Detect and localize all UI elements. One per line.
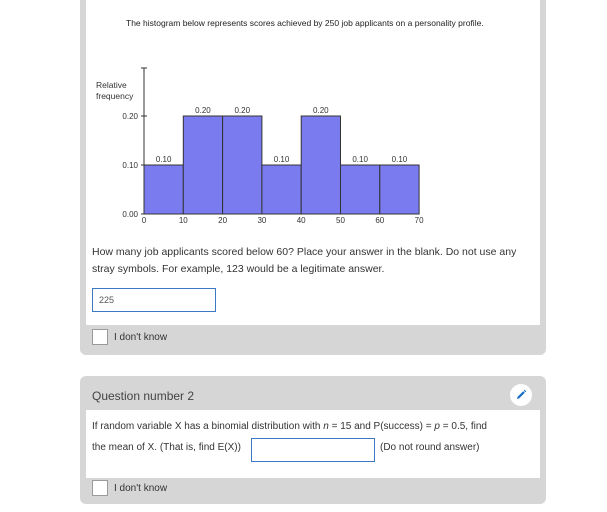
dont-know-checkbox-1[interactable] <box>92 329 108 345</box>
histogram-bar-1 <box>183 116 222 214</box>
question-2-text-part3: = 0.5, find <box>439 421 487 432</box>
question-2-text-part1: If random variable X has a binomial distribution with <box>92 421 324 432</box>
bar-value-label-6: 0.10 <box>391 155 408 164</box>
x-tick-label-6: 60 <box>375 216 385 225</box>
bar-value-label-3: 0.10 <box>273 155 290 164</box>
histogram-bar-6 <box>380 165 419 214</box>
question-1-line2: stray symbols. For example, 123 would be a legitimate answer. <box>92 263 385 275</box>
dont-know-checkbox-2[interactable] <box>92 480 108 496</box>
histogram-bar-3 <box>262 165 301 214</box>
answer-2-input[interactable] <box>251 438 375 462</box>
dont-know-option-1[interactable] <box>92 329 167 345</box>
bar-value-label-1: 0.20 <box>195 106 211 115</box>
histogram-bar-5 <box>341 165 380 214</box>
histogram-chart <box>90 60 440 232</box>
histogram-bar-0 <box>144 165 183 214</box>
x-tick-label-5: 50 <box>336 216 345 225</box>
question-2-text-part2: = 15 and P(success) = <box>328 421 435 432</box>
histogram-caption: The histogram below represents scores achieved by 250 job applicants on a personality profile. <box>126 18 484 28</box>
y-tick-label-2: 0.20 <box>122 112 138 121</box>
x-tick-label-1: 10 <box>178 216 188 225</box>
answer-2-hint: (Do not round answer) <box>380 442 480 453</box>
dont-know-label-1: I don't know <box>114 331 168 343</box>
answer-1-input[interactable]: 225 <box>92 288 216 312</box>
edit-button[interactable] <box>510 384 532 406</box>
x-tick-label-0: 0 <box>141 216 147 225</box>
bar-value-label-5: 0.10 <box>352 155 368 164</box>
p-symbol: p <box>434 421 440 432</box>
bar-value-label-4: 0.20 <box>313 106 329 115</box>
question-2-line1 <box>92 421 487 432</box>
question-2-line2: the mean of X. (That is, find E(X)) <box>92 442 241 453</box>
pencil-icon <box>515 389 527 401</box>
y-axis-label-line1: Relative <box>96 80 127 90</box>
y-tick-label-0: 0.00 <box>122 210 138 219</box>
x-tick-label-4: 40 <box>296 216 306 225</box>
n-symbol: n <box>323 421 329 432</box>
y-tick-label-1: 0.10 <box>122 161 138 170</box>
y-axis-label-line2: frequency <box>96 91 134 101</box>
x-tick-label-7: 70 <box>414 216 424 225</box>
histogram-bar-4 <box>301 116 340 214</box>
x-tick-label-2: 20 <box>218 216 228 225</box>
bar-value-label-2: 0.20 <box>234 106 251 115</box>
dont-know-option-2[interactable] <box>92 480 167 496</box>
dont-know-label-2: I don't know <box>114 482 168 494</box>
question-1-line1: How many job applicants scored below 60? Place your answer in the blank. Do not use any <box>92 246 517 258</box>
bar-value-label-0: 0.10 <box>155 155 172 164</box>
x-tick-label-3: 30 <box>257 216 267 225</box>
question-2-title: Question number 2 <box>92 389 195 403</box>
question-1-text <box>92 244 532 278</box>
histogram-bar-2 <box>223 116 262 214</box>
